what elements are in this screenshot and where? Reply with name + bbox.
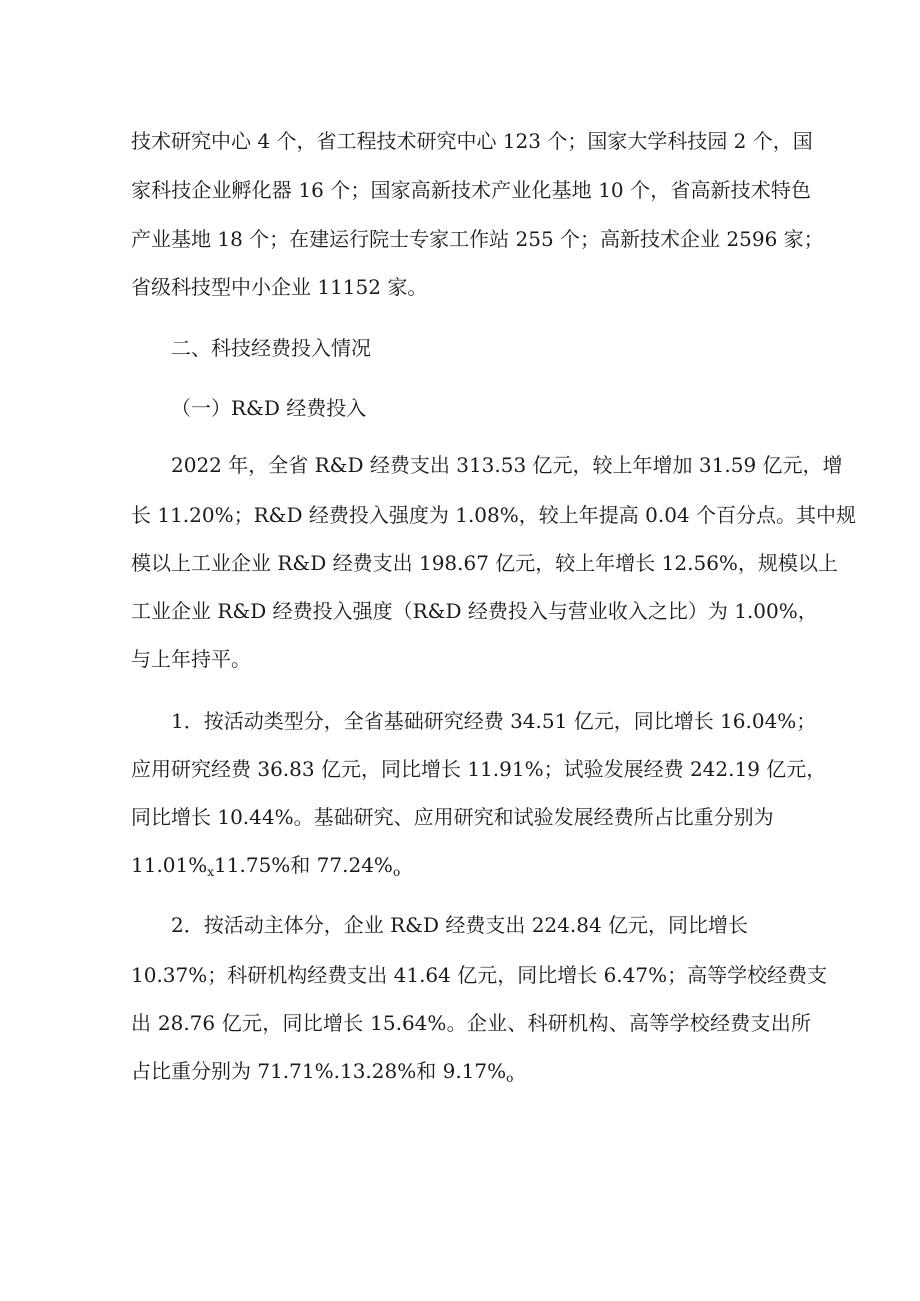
intro-line-1: 技术研究中心 4 个，省工程技术研究中心 123 个；国家大学科技园 2 个，国 bbox=[131, 129, 813, 153]
para2-value-2: 11.75%和 77.24% bbox=[214, 853, 393, 877]
para2-line-3: 同比增长 10.44%。基础研究、应用研究和试验发展经费所占比重分别为 bbox=[131, 805, 774, 829]
para3-line-1: 2．按活动主体分，企业 R&D 经费支出 224.84 亿元，同比增长 bbox=[171, 913, 749, 937]
para3-end-mark: o bbox=[506, 1071, 514, 1085]
para3-last-text: 占比重分别为 71.71%.13.28%和 9.17% bbox=[131, 1059, 507, 1083]
para2-line-4 bbox=[131, 850, 400, 880]
para1-line-5: 与上年持平。 bbox=[131, 647, 251, 671]
para2-end-mark: o bbox=[392, 865, 401, 879]
intro-line-3: 产业基地 18 个；在建运行院士专家工作站 255 个；高新技术企业 2596 家； bbox=[131, 227, 824, 251]
subsection-heading: （一）R&D 经费投入 bbox=[171, 396, 367, 420]
intro-line-4: 省级科技型中小企业 11152 家。 bbox=[131, 275, 428, 299]
para2-line-2: 应用研究经费 36.83 亿元，同比增长 11.91%；试验发展经费 242.19 亿元， bbox=[131, 757, 827, 781]
para3-line-4 bbox=[131, 1056, 513, 1086]
intro-line-2: 家科技企业孵化器 16 个；国家高新技术产业化基地 10 个，省高新技术特色 bbox=[131, 178, 811, 202]
para1-line-3: 模以上工业企业 R&D 经费支出 198.67 亿元，较上年增长 12.56%，规模以上 bbox=[131, 551, 838, 575]
para2-separator-mark: x bbox=[207, 865, 215, 879]
para1-line-2: 长 11.20%；R&D 经费投入强度为 1.08%，较上年提高 0.04 个百分点。其中规 bbox=[131, 503, 857, 527]
para2-value-1: 11.01% bbox=[131, 853, 208, 877]
section-heading: 二、科技经费投入情况 bbox=[171, 336, 371, 360]
para1-line-1: 2022 年，全省 R&D 经费支出 313.53 亿元，较上年增加 31.59 亿元，增 bbox=[171, 453, 843, 477]
para3-line-3: 出 28.76 亿元，同比增长 15.64%。企业、科研机构、高等学校经费支出所 bbox=[131, 1011, 811, 1035]
para2-line-1: 1．按活动类型分，全省基础研究经费 34.51 亿元，同比增长 16.04%； bbox=[171, 709, 817, 733]
para1-line-4: 工业企业 R&D 经费投入强度（R&D 经费投入与营业收入之比）为 1.00%， bbox=[131, 599, 818, 623]
para3-line-2: 10.37%；科研机构经费支出 41.64 亿元，同比增长 6.47%；高等学校经费支 bbox=[131, 963, 828, 987]
